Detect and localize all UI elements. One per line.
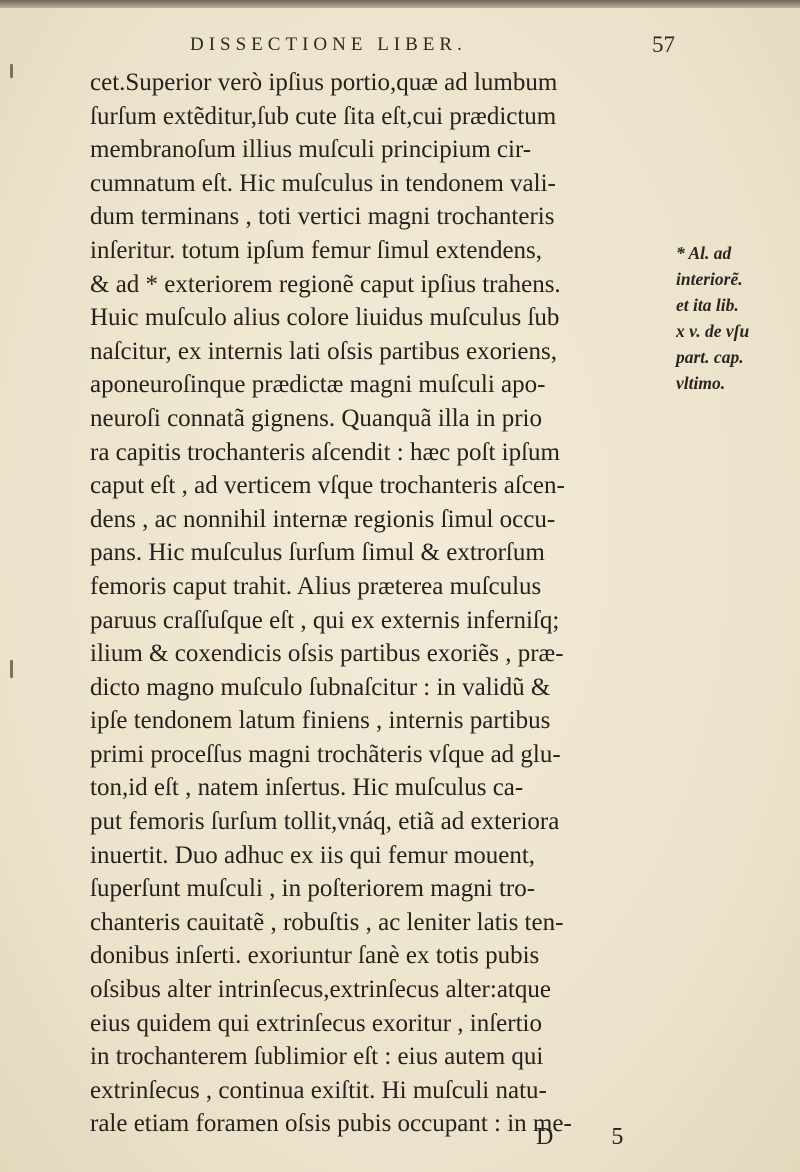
text-line: put femoris ſurſum tollit,vnáq, etiã ad exteriora <box>90 808 560 836</box>
text-line: ra capitis trochanteris aſcendit : hæc poſt ipſum <box>90 438 561 466</box>
marginal-note-line: part. cap. <box>676 347 744 367</box>
text-line: ipſe tendonem latum finiens , internis partibus <box>90 707 551 735</box>
text-line: cumnatum eſt. Hic muſculus in tendonem vali- <box>90 169 556 197</box>
text-line: naſcitur, ex internis lati oſsis partibus exoriens, <box>90 337 557 365</box>
text-line: ilium & coxendicis oſsis partibus exoriẽs , præ- <box>90 640 564 668</box>
text-line: donibus inſerti. exoriuntur ſanè ex totis pubis <box>90 942 540 970</box>
text-line: femoris caput trahit. Alius præterea muſculus <box>90 572 542 600</box>
text-line: ton,id eſt , natem inſertus. Hic muſculus ca- <box>90 774 524 802</box>
text-line: chanteris cauitatẽ , robuſtis , ac leniter latis ten- <box>90 908 564 936</box>
marginal-note-line: x v. de vſu <box>676 321 750 341</box>
text-line: pans. Hic muſculus ſurſum ſimul & extrorſum <box>90 539 545 567</box>
page-number: 57 <box>652 32 675 57</box>
margin-speck <box>10 660 13 678</box>
text-line: paruus craſſuſque eſt , qui ex externis inferniſq; <box>90 606 560 634</box>
signature-mark: D 5 <box>536 1124 650 1150</box>
marginal-note-line: * Al. ad <box>676 243 732 263</box>
text-line: inuertit. Duo adhuc ex iis qui femur mouent, <box>90 841 536 869</box>
marginal-note-line: vltimo. <box>676 373 726 393</box>
text-line: inſeritur. totum ipſum femur ſimul extendens, <box>90 236 543 264</box>
text-line: rale etiam foramen oſsis pubis occupant : in me- <box>90 1110 572 1138</box>
text-line: dens , ac nonnihil internæ regionis ſimul occu- <box>90 505 556 533</box>
text-line: membranoſum illius muſculi principium cir- <box>90 136 532 164</box>
text-line: & ad * exteriorem regionẽ caput ipſius trahens. <box>90 270 561 298</box>
marginal-note-line: interiorẽ. <box>676 269 743 289</box>
text-line: ſuperſunt muſculi , in poſteriorem magni tro- <box>90 875 536 903</box>
text-line: neuroſi connatã gignens. Quanquã illa in prio <box>90 404 542 432</box>
text-line: eius quidem qui extrinſecus exoritur , inſertio <box>90 1009 542 1037</box>
main-text-block <box>90 66 680 1141</box>
text-line: primi proceſſus magni trochãteris vſque ad glu- <box>90 740 561 768</box>
margin-speck <box>10 64 13 78</box>
marginal-note <box>676 240 800 396</box>
text-line: Huic muſculo alius colore liuidus muſculus ſub <box>90 304 560 332</box>
text-line: dicto magno muſculo ſubnaſcitur : in validũ & <box>90 673 551 701</box>
text-line: extrinſecus , continua exiſtit. Hi muſculi natu- <box>90 1076 547 1104</box>
text-line: oſsibus alter intrinſecus,extrinſecus alter:atque <box>90 976 551 1004</box>
text-line: dum terminans , toti vertici magni trochanteris <box>90 203 555 231</box>
text-line: caput eſt , ad verticem vſque trochanteris aſcen- <box>90 472 565 500</box>
text-line: in trochanterem ſublimior eſt : eius autem qui <box>90 1043 544 1071</box>
text-line: aponeuroſinque prædictæ magni muſculi apo- <box>90 371 546 399</box>
page-top-edge <box>0 0 800 8</box>
text-line: ſurſum extẽditur,ſub cute ſita eſt,cui prædictum <box>90 102 557 130</box>
marginal-note-line: et ita lib. <box>676 295 739 315</box>
running-head: DISSECTIONE LIBER. <box>190 34 467 55</box>
text-line: cet.Superior verò ipſius portio,quæ ad lumbum <box>90 69 558 96</box>
